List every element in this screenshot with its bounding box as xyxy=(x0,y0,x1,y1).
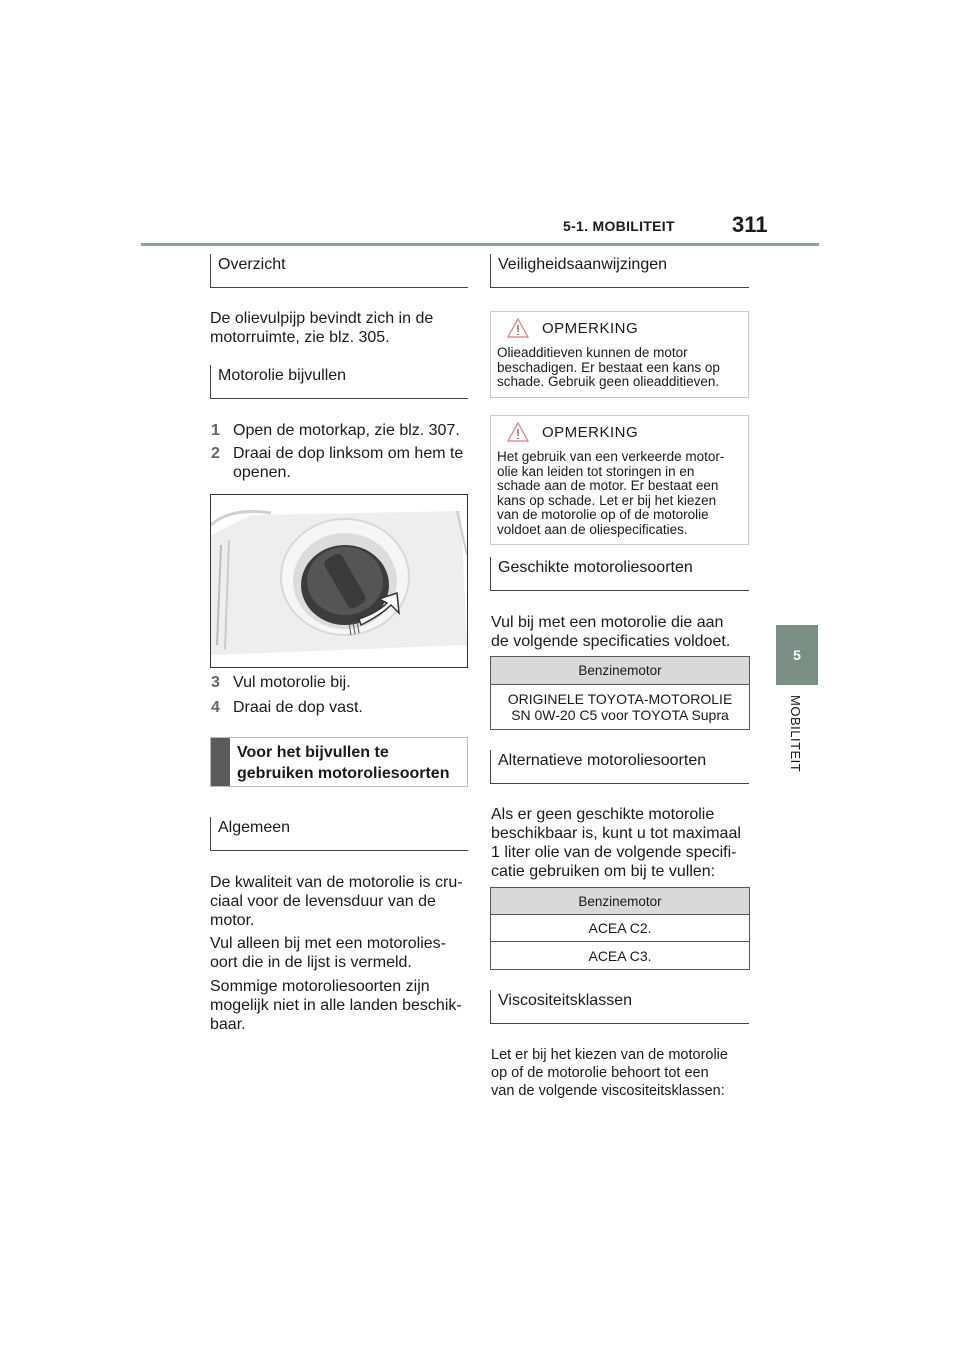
table-row: ACEA C2. xyxy=(491,915,750,942)
section-heading-oil-types: Voor het bijvullen te gebruiken motoroliesoorten xyxy=(210,737,468,787)
heading-veiligheid: Veiligheidsaanwijzingen xyxy=(490,254,749,288)
heading-overzicht: Overzicht xyxy=(210,254,468,288)
header-rule xyxy=(141,243,819,246)
table-header: Benzinemotor xyxy=(491,657,750,685)
notice-body: Het gebruik van een verkeerde motor- olie kan leiden tot storingen in en schade aan de motor. Er bestaat een kans op schade. Let er bij het kiezen van de motorolie op of de motorolie voldoet aan de oliespecificaties. xyxy=(497,449,725,537)
chapter-label: MOBILITEIT xyxy=(788,695,803,773)
step-1: 1 Open de motorkap, zie blz. 307. xyxy=(211,422,460,439)
notice-box-2 xyxy=(490,415,749,545)
section-title: 5-1. MOBILITEIT xyxy=(563,218,675,234)
table-row: ACEA C3. xyxy=(491,942,750,970)
step-2: 2 Draai de dop linksom om hem te openen. xyxy=(211,445,464,481)
table-header: Benzinemotor xyxy=(491,888,750,915)
paragraph-alternatief: Als er geen geschikte motorolie beschikbaar is, kunt u tot maximaal 1 liter olie van de volgende specifi- catie gebruiken om bij te vullen: xyxy=(491,806,741,880)
page-number: 311 xyxy=(732,212,768,237)
notice-title: OPMERKING xyxy=(542,320,639,337)
section-heading-bar xyxy=(211,738,230,786)
spec-table-2 xyxy=(490,887,750,970)
notice-title: OPMERKING xyxy=(542,424,639,441)
oil-cap-illustration xyxy=(211,495,468,668)
heading-geschikt: Geschikte motoroliesoorten xyxy=(490,557,749,591)
paragraph-overzicht: De olievulpijp bevindt zich in de motorruimte, zie blz. 305. xyxy=(210,310,434,346)
heading-viscositeit: Viscositeitsklassen xyxy=(490,990,749,1024)
paragraph-algemeen-2: Vul alleen bij met een motorolies- oort die in de lijst is vermeld. xyxy=(210,935,446,971)
warning-triangle-icon xyxy=(507,318,529,338)
paragraph-algemeen-1: De kwaliteit van de motorolie is cru- ciaal voor de levensduur van de motor. xyxy=(210,874,463,929)
paragraph-geschikt: Vul bij met een motorolie die aan de volgende specificaties voldoet. xyxy=(491,614,731,650)
step-3: 3 Vul motorolie bij. xyxy=(211,674,351,691)
chapter-tab[interactable]: 5 xyxy=(776,625,818,685)
heading-alternatief: Alternatieve motoroliesoorten xyxy=(490,750,749,784)
step-4: 4 Draai de dop vast. xyxy=(211,699,363,716)
notice-body: Olieadditieven kunnen de motor beschadigen. Er bestaat een kans op schade. Gebruik geen olieadditieven. xyxy=(497,345,720,389)
notice-box-1 xyxy=(490,311,749,398)
spec-table-1 xyxy=(490,656,750,730)
warning-triangle-icon xyxy=(507,422,529,442)
heading-bijvullen: Motorolie bijvullen xyxy=(210,365,468,399)
table-row: ORIGINELE TOYOTA-MOTOROLIE SN 0W-20 C5 voor TOYOTA Supra xyxy=(491,685,750,730)
oil-cap-figure xyxy=(210,494,468,668)
heading-algemeen: Algemeen xyxy=(210,817,468,851)
paragraph-viscositeit: Let er bij het kiezen van de motorolie op of de motorolie behoort tot een van de volgende viscositeitsklassen: xyxy=(491,1047,728,1099)
paragraph-algemeen-3: Sommige motoroliesoorten zijn mogelijk niet in alle landen beschik- baar. xyxy=(210,978,462,1033)
